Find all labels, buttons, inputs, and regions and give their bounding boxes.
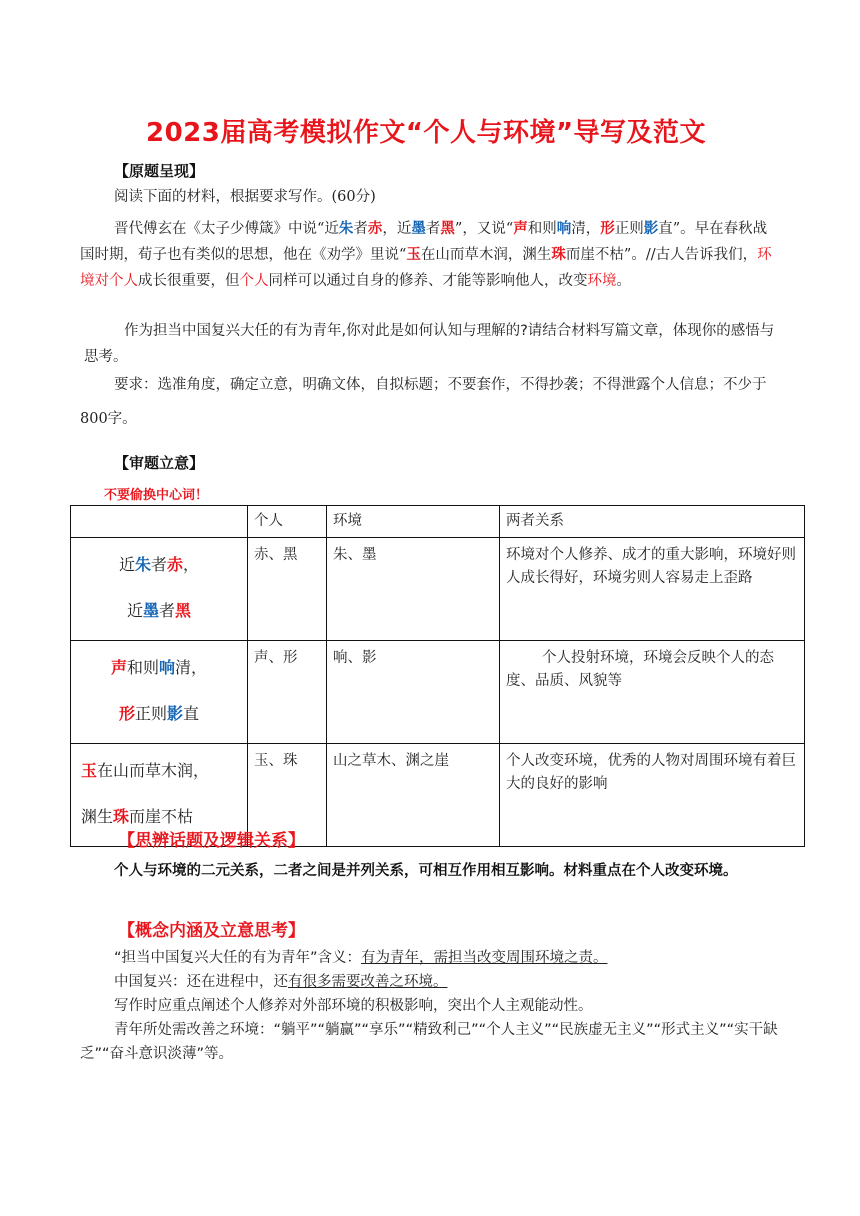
concept-line-2: 中国复兴：还在进程中，还有很多需要改善之环境。	[114, 974, 448, 990]
environment-cell: 山之草木、渊之崖	[327, 744, 500, 847]
relation-cell: 个人改变环境，优秀的人物对周围环境有着巨大的良好的影响	[500, 744, 805, 847]
relation-cell: 环境对个人修养、成才的重大影响，环境好则人成长得好，环境劣则人容易走上歪路	[500, 538, 805, 641]
table-row	[71, 538, 805, 641]
quote-cell: 玉在山而草木润， 渊生珠而崖不枯	[71, 744, 248, 847]
quote-cell: 近朱者赤， 近墨者黑	[71, 538, 248, 641]
table-header-cell: 个人	[248, 506, 327, 538]
environment-cell: 朱、墨	[327, 538, 500, 641]
environment-cell: 响、影	[327, 641, 500, 744]
relation-cell: 个人投射环境，环境会反映个人的态度、品质、风貌等	[500, 641, 805, 744]
warning-note: 不要偷换中心词！	[104, 488, 209, 503]
person-cell: 声、形	[248, 641, 327, 744]
analysis-table	[70, 505, 805, 847]
concept-line-3: 写作时应重点阐述个人修养对外部环境的积极影响，突出个人主观能动性。	[114, 998, 593, 1014]
question-paragraph: 作为担当中国复兴大任的有为青年,你对此是如何认知与理解的?请结合材料写篇文章，体现你的感悟与思考。	[84, 323, 775, 365]
table-header-row	[71, 506, 805, 538]
section-heading-analysis: 【审题立意】	[114, 454, 205, 472]
concept-line-1: “担当中国复兴大任的有为青年”含义：有为青年，需担当改变周围环境之责。	[114, 950, 608, 966]
topic-paragraph: 个人与环境的二元关系，二者之间是并列关系，可相互作用相互影响。材料重点在个人改变环境。	[114, 863, 738, 879]
table-header-cell: 环境	[327, 506, 500, 538]
page-title: 2023届高考模拟作文“个人与环境”导写及范文	[146, 118, 707, 148]
person-cell: 赤、黑	[248, 538, 327, 641]
person-cell: 玉、珠	[248, 744, 327, 847]
table-header-cell	[71, 506, 248, 538]
concept-line-4: 青年所处需改善之环境：“躺平”“躺赢”“享乐”“精致利己”“个人主义”“民族虚无主义”“形式主义”“实干缺乏”“奋斗意识淡薄”等。	[80, 1022, 778, 1062]
table-header-cell: 两者关系	[500, 506, 805, 538]
requirements-paragraph: 要求：选准角度，确定立意，明确文体，自拟标题；不要套作，不得抄袭；不得泄露个人信息；不少于800字。	[80, 377, 767, 427]
section-heading-topic: 【思辨话题及逻辑关系】	[118, 831, 305, 851]
section-heading-original-question: 【原题呈现】	[114, 162, 205, 180]
intro-text: 阅读下面的材料，根据要求写作。(60分)	[114, 189, 376, 205]
section-heading-concept: 【概念内涵及立意思考】	[118, 921, 305, 941]
table-row	[71, 641, 805, 744]
quote-cell: 声和则响清， 形正则影直	[71, 641, 248, 744]
material-paragraph: 晋代傅玄在《太子少傅箴》中说“近朱者赤，近墨者黑”，又说“声和则响清，形正则影直”。早在春秋战国时期，荀子也有类似的思想，他在《劝学》里说“玉在山而草木润，渊生珠而崖不枯”。//古人告诉我们，环境对个人成长很重要，但个人同样可以通过自身的修养、才能等影响他人，改变环境。	[80, 220, 772, 289]
